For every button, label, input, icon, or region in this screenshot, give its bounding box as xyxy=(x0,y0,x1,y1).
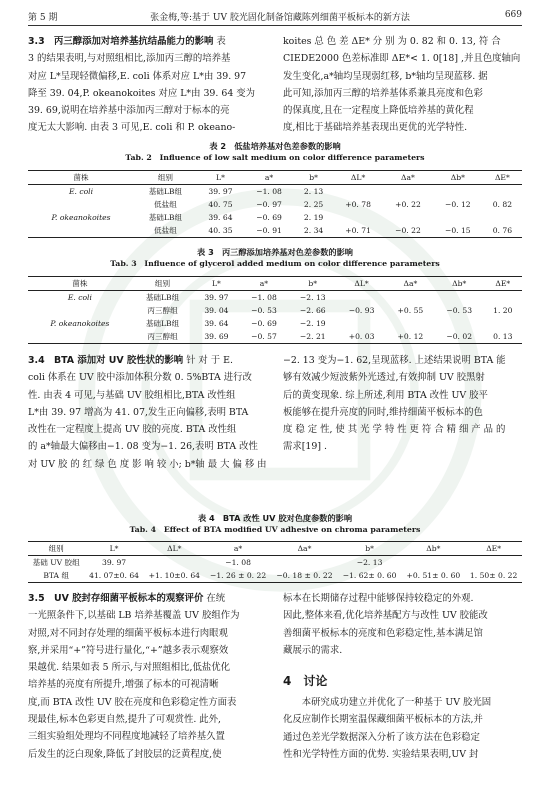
table-header-row xyxy=(28,277,522,291)
text-line: 培养基的亮度有所提升,增强了标本的可视清晰 xyxy=(28,679,219,691)
td: 39. 97 xyxy=(208,187,233,196)
table-header-row xyxy=(28,171,522,185)
td: 0. 13 xyxy=(493,332,513,341)
text-line: 通过色差光学数据深入分析了该方法在色彩稳定 xyxy=(283,731,480,743)
th: b* xyxy=(365,544,374,553)
text-line: 藏展示的需求. xyxy=(283,644,343,656)
th: L* xyxy=(216,173,225,182)
text-line: 后发生的泛白现象,降低了封胶层的泛黄程度,使 xyxy=(28,748,222,760)
td: P. okeanokoites xyxy=(50,319,110,328)
td: 2. 25 xyxy=(303,200,324,209)
td: 40. 35 xyxy=(208,226,233,235)
table2-caption-en: Tab. 2 Influence of low salt medium on color difference parameters xyxy=(125,153,425,162)
th: a* xyxy=(259,279,269,288)
td: −0. 53 xyxy=(446,306,473,315)
text-line: 性和光学特性方面的优势. 实验结果表明,UV 封 xyxy=(283,748,479,760)
td: −1. 26 ± 0. 22 xyxy=(209,571,267,580)
td: 基础LB组 xyxy=(145,319,180,328)
td: 基础LB组 xyxy=(148,187,183,196)
td: 0. 76 xyxy=(492,226,513,235)
text-line: koites 总 色 差 ΔE* 分 别 为 0. 82 和 0. 13, 符 合 xyxy=(283,36,501,47)
td: −1. 08 xyxy=(225,558,251,567)
th: ΔL* xyxy=(167,544,182,553)
table4-caption-en: Tab. 4 Effect of BTA modified UV adhesive on chroma parameters xyxy=(129,525,421,534)
td: −2. 21 xyxy=(299,332,326,341)
td: 39. 64 xyxy=(208,213,233,222)
td: 2. 19 xyxy=(303,213,324,222)
text-line: 一光照条件下,以基础 LB 培养基覆盖 UV 胶组作为 xyxy=(28,610,240,622)
td xyxy=(401,556,465,570)
td: −0. 93 xyxy=(348,306,375,315)
th: 组别 xyxy=(48,544,64,553)
td: −1. 08 xyxy=(251,293,277,302)
table4 xyxy=(28,541,522,583)
td: +0. 03 xyxy=(348,332,375,341)
table3-caption-en: Tab. 3 Influence of glycerol added medium on color difference parameters xyxy=(110,259,440,268)
text-line: 化反应制作长期室温保藏细菌平板标本的方法,并 xyxy=(283,714,483,726)
td xyxy=(484,291,522,305)
text-line: 需求[19] . xyxy=(283,441,327,453)
th: 组别 xyxy=(157,173,173,182)
td: −0. 97 xyxy=(256,200,282,209)
td: +0. 22 xyxy=(395,200,421,209)
table-header-row xyxy=(28,542,522,556)
td: +0. 78 xyxy=(345,200,371,209)
text-line: −2. 13 变为−1. 62,呈现蓝移. 上述结果说明 BTA 能 xyxy=(283,355,506,366)
text-line: 够有效减少短波紫外光透过,有效抑制 UV 胶黑射 xyxy=(283,372,485,384)
td xyxy=(337,291,386,305)
td: 39. 69 xyxy=(204,332,229,341)
table2 xyxy=(28,170,522,238)
text-line: 对照,对不同封存处理的细菌平板标本进行肉眼观 xyxy=(28,627,228,639)
table-row xyxy=(28,556,522,570)
journal-issue: 第 5 期 xyxy=(28,13,58,23)
table-row xyxy=(28,330,522,344)
th: ΔL* xyxy=(350,173,366,182)
td: 41. 07±0. 64 xyxy=(89,571,139,580)
page-number: 669 xyxy=(504,10,522,20)
td xyxy=(433,211,483,224)
text-line: 现最佳,标本色彩更自然,提升了可观赏性. 此外, xyxy=(28,714,222,726)
text-line: 察,并采用“+”符号进行量化,“+”越多表示观察效 xyxy=(28,644,229,656)
text-line: 降至 39. 04,P. okeanokoites 对应 L*由 39. 64 变为 xyxy=(28,87,256,99)
section-3-5-lead: 在统 xyxy=(206,593,226,604)
td: 39. 04 xyxy=(204,306,229,315)
section-3-3-lead: 表 xyxy=(216,36,226,47)
td xyxy=(144,556,205,570)
td: −0. 15 xyxy=(444,226,471,235)
section-3-5 xyxy=(28,590,268,763)
td xyxy=(333,185,383,199)
text-line: 度无太大影响. 由表 3 可见,E. coli 和 P. okeano- xyxy=(28,122,236,134)
text-line: 的保真度,且在一定程度上降低培养基的黄化程 xyxy=(283,105,474,117)
td xyxy=(271,556,337,570)
td: −0. 69 xyxy=(256,213,282,222)
table3-caption xyxy=(28,246,522,270)
table-row xyxy=(28,569,522,583)
td: +0. 51± 0. 60 xyxy=(406,571,461,580)
text-line: 善细菌平板标本的亮度和色彩稳定性,基本满足馆 xyxy=(283,627,483,639)
td: 39. 64 xyxy=(204,319,229,328)
td: 丙三醇组 xyxy=(147,306,178,315)
text-line: 3 的结果表明,与对照组相比,添加丙三醇的培养基 xyxy=(28,53,231,65)
text-line: 标本在长期储存过程中能够保持较稳定的外观. xyxy=(283,593,474,604)
discussion-paragraph xyxy=(283,694,523,763)
th: a* xyxy=(233,544,243,553)
table-row xyxy=(28,198,522,211)
th: a* xyxy=(264,173,274,182)
table4-caption xyxy=(28,512,522,536)
td: 低盐组 xyxy=(154,200,177,209)
th: 菌株 xyxy=(73,173,89,182)
td: +0. 12 xyxy=(397,332,424,341)
td: +0. 55 xyxy=(397,306,424,315)
td xyxy=(433,185,483,199)
td: +0. 71 xyxy=(345,226,371,235)
td: E. coli xyxy=(67,293,92,302)
td xyxy=(435,317,484,330)
td: 基础 UV 胶组 xyxy=(32,558,80,567)
running-title: 张金梅,等:基于 UV 胶光固化制备馆藏陈列细菌平板标本的新方法 xyxy=(150,13,410,23)
text-line: L*由 39. 97 增高为 41. 07,发生正向偏移,表明 BTA xyxy=(28,406,249,418)
text-line: 度 稳 定 性, 使 其 光 学 特 性 更 符 合 精 细 产 品 的 xyxy=(283,424,506,436)
discussion-heading: 4 讨论 xyxy=(283,674,328,688)
text-line: 对 UV 胶 的 红 绿 色 度 影 响 较 小; b*轴 最 大 偏 移 由 xyxy=(28,458,267,470)
td xyxy=(483,185,522,199)
td: −2. 66 xyxy=(299,306,326,315)
td: 丙三醇组 xyxy=(147,332,178,341)
td xyxy=(386,317,435,330)
td xyxy=(483,211,522,224)
text-line: 果越优. 结果如表 5 所示,与对照组相比,低盐优化 xyxy=(28,662,230,674)
td: −0. 18 ± 0. 22 xyxy=(276,571,333,580)
td: −2. 13 xyxy=(299,293,326,302)
th: L* xyxy=(211,279,221,288)
td xyxy=(28,304,132,317)
td: −0. 53 xyxy=(251,306,277,315)
th: b* xyxy=(308,279,318,288)
text-line: 对应 L*呈现轻微偏移,E. coli 体系对应 L*由 39. 97 xyxy=(28,70,247,82)
header-rule xyxy=(28,25,522,26)
section-3-4 xyxy=(28,352,268,473)
th: ΔE* xyxy=(494,173,510,182)
text-line: 此可知,添加丙三醇的培养基体系兼具亮度和色彩 xyxy=(283,87,483,99)
td: 基础LB组 xyxy=(145,293,180,302)
table2-caption xyxy=(28,140,522,164)
td: 1. 50± 0. 22 xyxy=(469,571,518,580)
section-3-3 xyxy=(28,33,268,137)
text-line: 改性在一定程度上提高 UV 胶的亮度. BTA 改性组 xyxy=(28,424,237,436)
text-line: 39. 69,说明在培养基中添加丙三醇对于标本的亮 xyxy=(28,105,230,117)
th: Δb* xyxy=(452,279,467,288)
text-line: coli 体系在 UV 胶中添加体积分数 0. 5%BTA 进行改 xyxy=(28,372,252,384)
td: −1. 08 xyxy=(256,187,282,196)
text-line: 性. 由表 4 可见,与基础 UV 胶组相比,BTA 改性组 xyxy=(28,389,236,401)
table3 xyxy=(28,276,522,344)
section-3-5-heading: 3.5 UV 胶封存细菌平板标本的观察评价 xyxy=(28,593,204,604)
th: Δb* xyxy=(450,173,465,182)
table-row xyxy=(28,291,522,305)
th: Δb* xyxy=(426,544,441,553)
table-row xyxy=(28,304,522,317)
td: 基础LB组 xyxy=(148,213,183,222)
text-line: 本研究成功建立并优化了一种基于 UV 胶光固 xyxy=(301,697,492,708)
text-line: 后的黄变现象. 综上所述,利用 BTA 改性 UV 胶平 xyxy=(283,389,488,401)
td xyxy=(465,556,522,570)
td: BTA 组 xyxy=(43,571,70,580)
td xyxy=(435,291,484,305)
text-line: 因此,整体来看,优化培养基配方与改性 UV 胶能改 xyxy=(283,610,488,622)
td: −0. 57 xyxy=(251,332,277,341)
td: −1. 62± 0. 60 xyxy=(342,571,397,580)
right-paragraph-mid xyxy=(283,352,523,456)
td: −0. 91 xyxy=(256,226,282,235)
td xyxy=(484,317,522,330)
td xyxy=(383,185,433,199)
section-3-3-heading: 3.3 丙三醇添加对培养基抗结晶能力的影响 xyxy=(28,36,214,47)
th: Δa* xyxy=(403,279,418,288)
th: Δa* xyxy=(297,544,312,553)
td: −0. 02 xyxy=(446,332,473,341)
td: −2. 19 xyxy=(299,319,326,328)
td xyxy=(337,317,386,330)
td xyxy=(333,211,383,224)
table-row xyxy=(28,211,522,224)
text-line: 度,而 BTA 改性 UV 胶在亮度和色彩稳定性方面表 xyxy=(28,696,237,708)
th: 组别 xyxy=(154,279,171,288)
th: Δa* xyxy=(401,173,415,182)
table-row xyxy=(28,317,522,330)
right-paragraph-bottom xyxy=(283,590,523,659)
th: L* xyxy=(109,544,119,553)
td: 2. 34 xyxy=(303,226,324,235)
td: 低盐组 xyxy=(154,226,177,235)
td xyxy=(28,198,134,211)
td: P. okeanokoites xyxy=(51,213,111,222)
td xyxy=(383,211,433,224)
td: −0. 22 xyxy=(395,226,421,235)
td: 0. 82 xyxy=(492,200,513,209)
section-3-4-lead: 针 对 于 E. xyxy=(186,355,233,366)
td: −0. 69 xyxy=(251,319,277,328)
text-line: 发生变化,a*轴均呈现弱红移, b*轴均呈现蓝移. 据 xyxy=(283,70,488,82)
td: +1. 10±0. 64 xyxy=(148,571,200,580)
th: ΔE* xyxy=(486,544,502,553)
text-line: 度,相比于基础培养基表现出更优的光学特性. xyxy=(283,122,468,134)
text-line: 板能够在提升亮度的同时,维持细菌平板标本的色 xyxy=(283,406,483,418)
table3-caption-cn: 表 3 丙三醇添加培养基对色差参数的影响 xyxy=(197,247,353,257)
table2-caption-cn: 表 2 低盐培养基对色差参数的影响 xyxy=(209,141,341,151)
th: b* xyxy=(309,173,318,182)
td: E. coli xyxy=(68,187,94,196)
td: 39. 97 xyxy=(204,293,229,302)
td xyxy=(386,291,435,305)
right-paragraph-top xyxy=(283,33,523,137)
text-line: 的 a*轴最大偏移由−1. 08 变为−1. 26,表明 BTA 改性 xyxy=(28,441,258,453)
td: −2. 13 xyxy=(356,558,383,567)
td: 39. 97 xyxy=(101,558,127,567)
td xyxy=(28,330,132,344)
td: 2. 13 xyxy=(303,187,324,196)
table-row xyxy=(28,185,522,199)
section-3-4-heading: 3.4 BTA 添加对 UV 胶性状的影响 xyxy=(28,355,184,366)
td: 40. 75 xyxy=(208,200,233,209)
td: −0. 12 xyxy=(444,200,471,209)
td: 1. 20 xyxy=(493,306,513,315)
table-row xyxy=(28,224,522,238)
th: ΔL* xyxy=(354,279,369,288)
text-line: 三组实验组处理均不同程度地减轻了培养基久置 xyxy=(28,731,225,743)
td xyxy=(28,224,134,238)
text-line: CIEDE2000 色差标准即 ΔE*< 1. 0[18] ,并且色度轴向 xyxy=(283,53,521,65)
th: ΔE* xyxy=(495,279,511,288)
th: 菌株 xyxy=(72,279,88,288)
table4-caption-cn: 表 4 BTA 改性 UV 胶对色度参数的影响 xyxy=(197,513,353,523)
